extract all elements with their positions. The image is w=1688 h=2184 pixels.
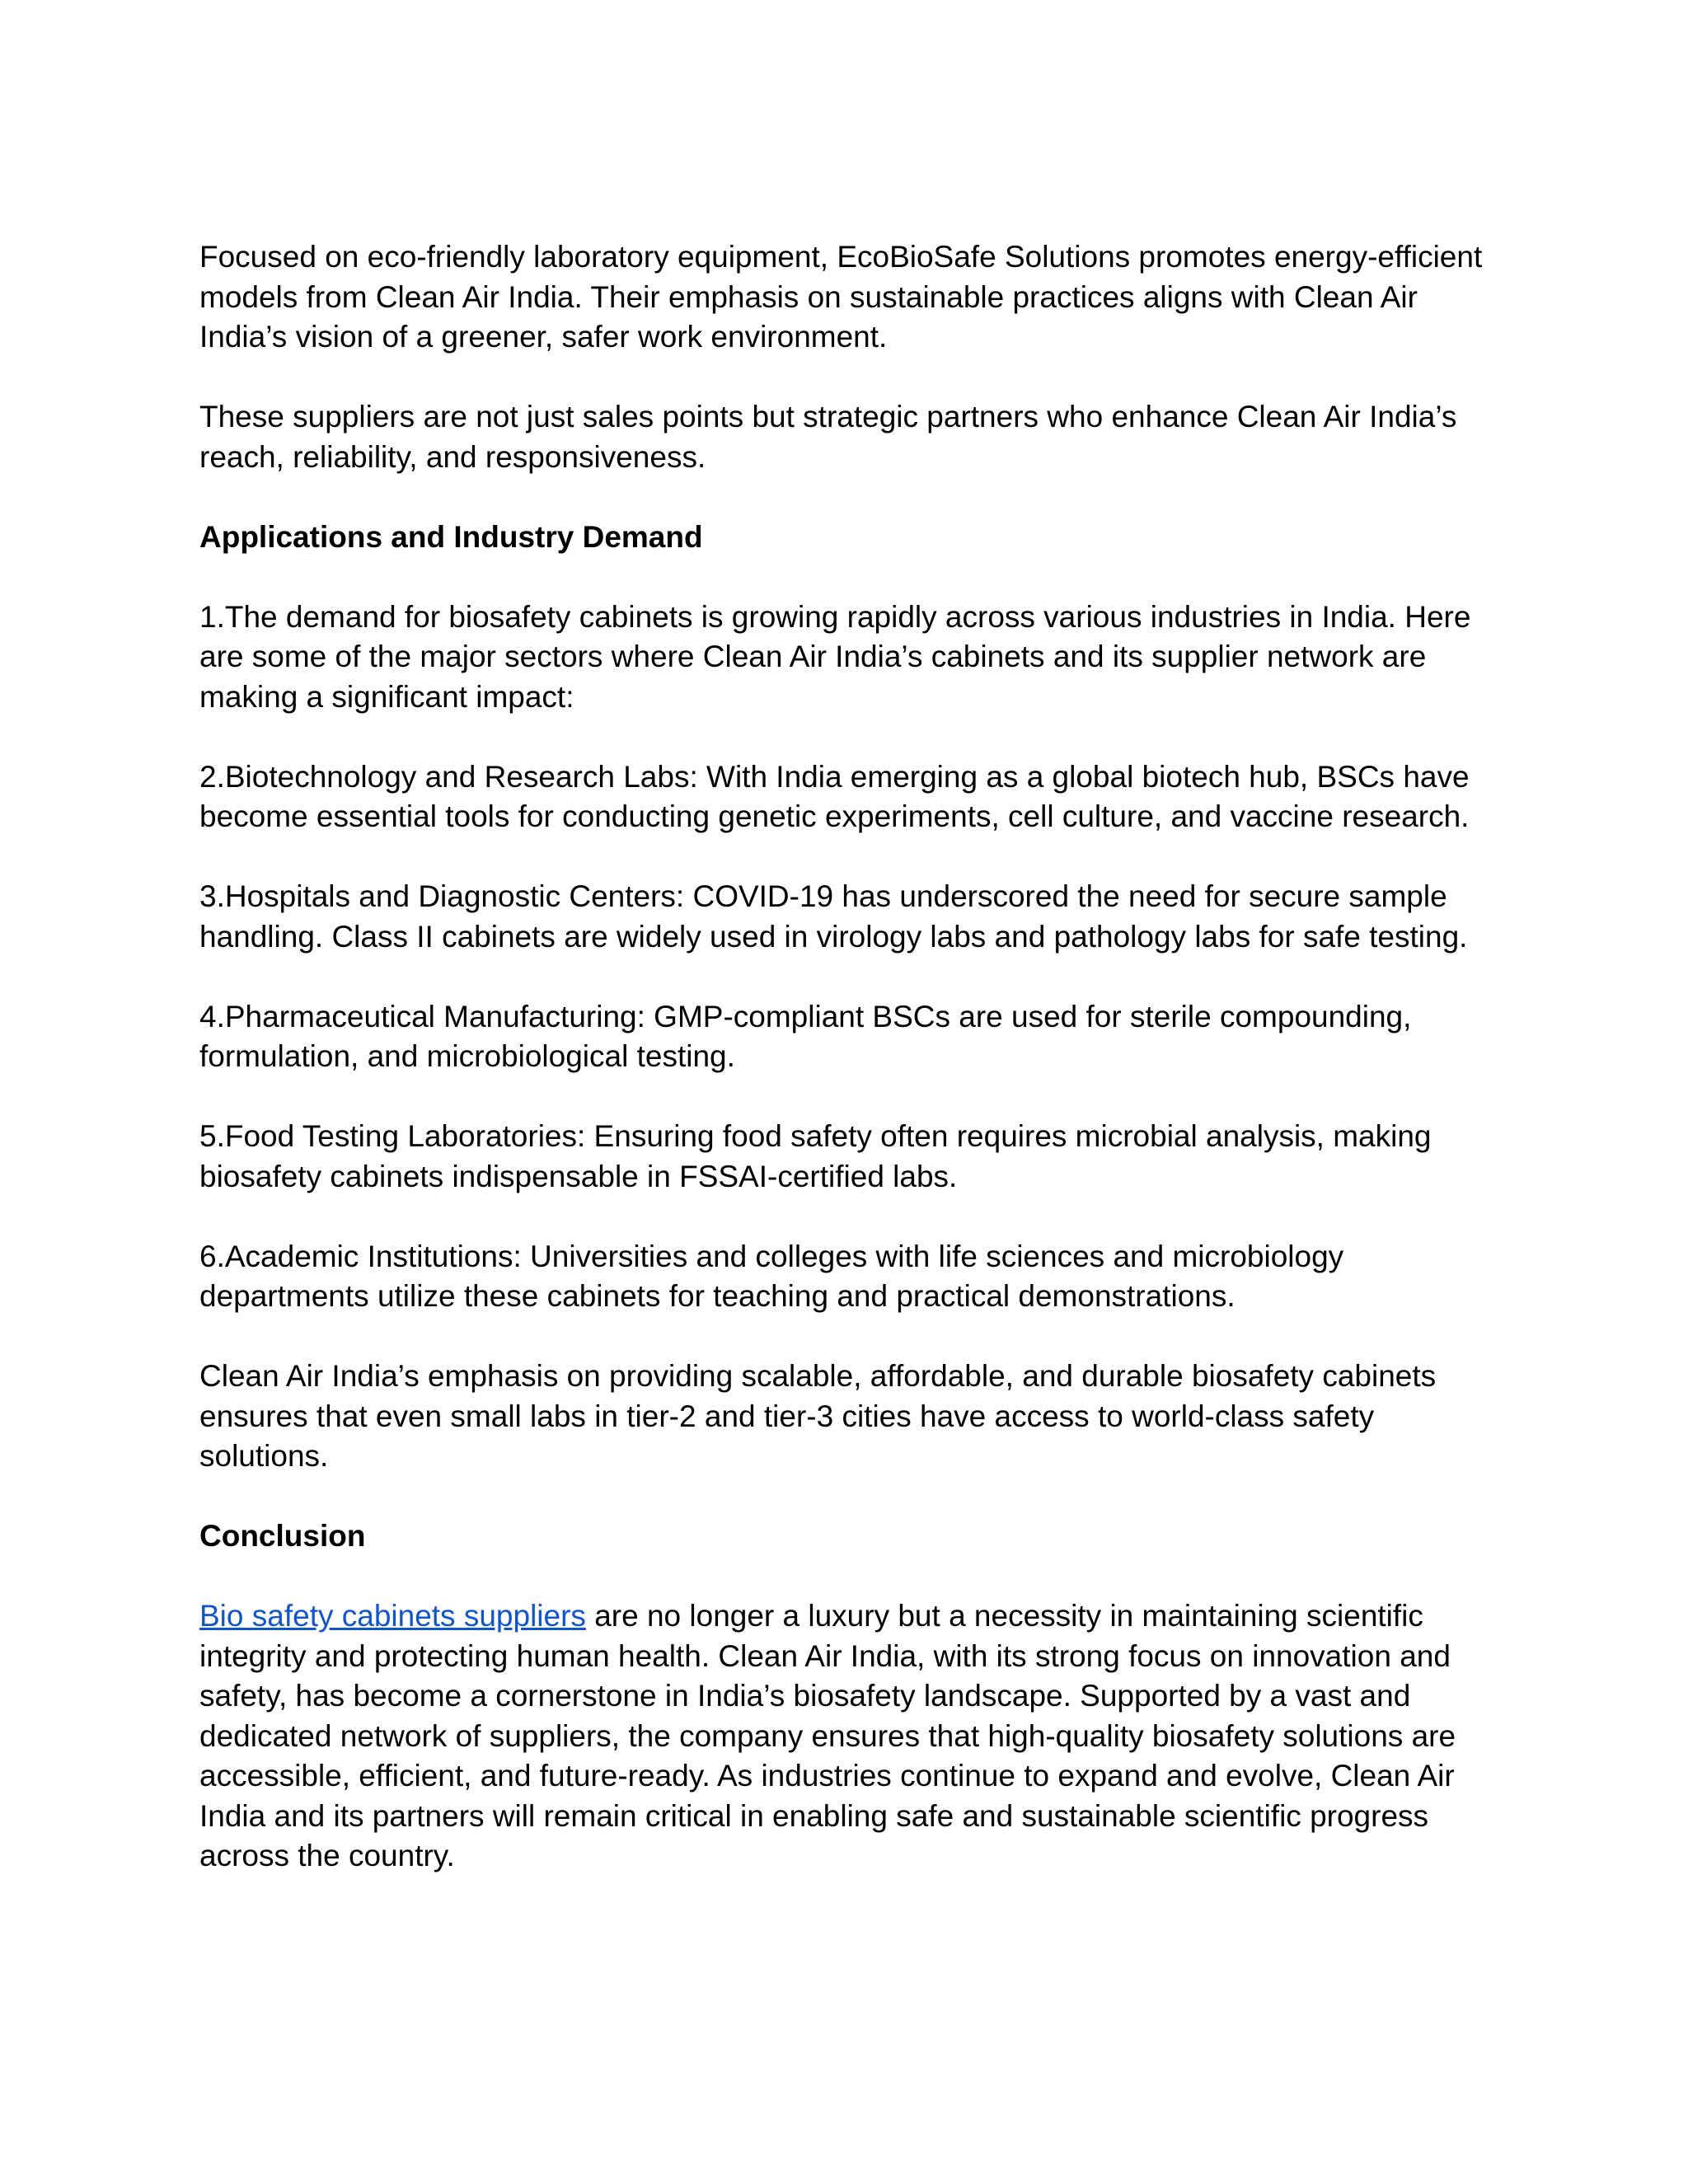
- list-item: 3.Hospitals and Diagnostic Centers: COVID-19 has underscored the need for secure sample handling. Class II cabinets are widely used in virology labs and pathology labs for safe testing.: [199, 879, 1468, 954]
- list-item: 2.Biotechnology and Research Labs: With India emerging as a global biotech hub, BSCs have become essential tools for conducting genetic experiments, cell culture, and vaccine research.: [199, 759, 1470, 833]
- paragraph-suppliers-partners: These suppliers are not just sales points but strategic partners who enhance Clean Air India’s reach, reliability, and responsiveness.: [199, 400, 1457, 474]
- paragraph-conclusion: [199, 1596, 1493, 1877]
- list-item: 4.Pharmaceutical Manufacturing: GMP-compliant BSCs are used for sterile compounding, formulation, and microbiological testing.: [199, 999, 1412, 1073]
- heading-conclusion: Conclusion: [199, 1519, 366, 1553]
- list-item: 6.Academic Institutions: Universities and colleges with life sciences and microbiology departments utilize these cabinets for teaching and practical demonstrations.: [199, 1239, 1344, 1313]
- bio-safety-cabinets-suppliers-link[interactable]: Bio safety cabinets suppliers: [199, 1599, 586, 1633]
- list-item: 5.Food Testing Laboratories: Ensuring food safety often requires microbial analysis, making biosafety cabinets indispensable in FSSAI-certified labs.: [199, 1119, 1432, 1193]
- document-page: [199, 237, 1493, 1916]
- paragraph-ecobiosafe: Focused on eco-friendly laboratory equipment, EcoBioSafe Solutions promotes energy-efficient models from Clean Air India. Their emphasis on sustainable practices aligns with Clean Air India’s vision of a greener, safer work environment.: [199, 240, 1483, 354]
- conclusion-body: are no longer a luxury but a necessity in maintaining scientific integrity and protecting human health. Clean Air India, with its strong focus on innovation and safety, has become a cornerstone in India’s biosafety landscape. Supported by a vast and dedicated network of suppliers, the company ensures that high-quality biosafety solutions are accessible, efficient, and future-ready. As industries continue to expand and evolve, Clean Air India and its partners will remain critical in enabling safe and sustainable scientific progress across the country.: [199, 1599, 1456, 1872]
- heading-applications: Applications and Industry Demand: [199, 519, 703, 554]
- paragraph-applications-closing: Clean Air India’s emphasis on providing scalable, affordable, and durable biosafety cabinets ensures that even small labs in tier-2 and tier-3 cities have access to world-class safety solutions.: [199, 1359, 1437, 1473]
- list-item: 1.The demand for biosafety cabinets is growing rapidly across various industries in India. Here are some of the major sectors where Clean Air India’s cabinets and its supplier network are making a significant impact:: [199, 599, 1471, 714]
